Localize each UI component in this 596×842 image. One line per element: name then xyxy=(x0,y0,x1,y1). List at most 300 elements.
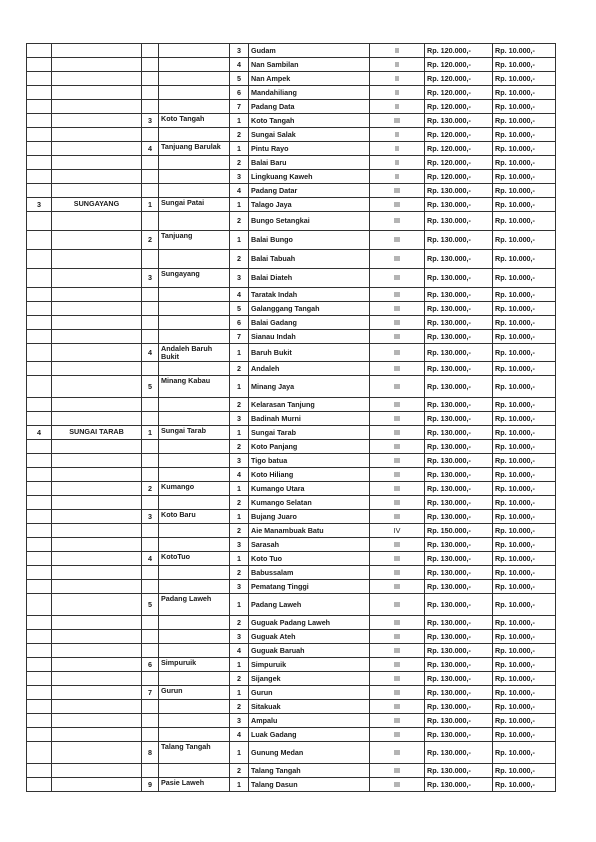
kecamatan-name xyxy=(52,686,142,700)
class-label: III xyxy=(370,114,425,128)
kecamatan-no xyxy=(27,764,52,778)
table-row xyxy=(27,156,556,170)
fee-cell: Rp. 10.000,- xyxy=(493,742,556,764)
jorong-name: Gunung Medan xyxy=(249,742,370,764)
price-cell: Rp. 130.000,- xyxy=(425,454,493,468)
jorong-name: Pematang Tinggi xyxy=(249,580,370,594)
jorong-no: 2 xyxy=(230,440,249,454)
nagari-name: Sungai Tarab xyxy=(159,426,230,440)
kecamatan-name xyxy=(52,72,142,86)
table-row xyxy=(27,86,556,100)
price-cell: Rp. 130.000,- xyxy=(425,778,493,792)
price-cell: Rp. 130.000,- xyxy=(425,538,493,552)
nagari-no xyxy=(142,580,159,594)
jorong-name: Balai Bungo xyxy=(249,231,370,250)
kecamatan-name xyxy=(52,58,142,72)
nagari-name xyxy=(159,672,230,686)
jorong-no: 2 xyxy=(230,128,249,142)
kecamatan-no xyxy=(27,658,52,672)
class-label: III xyxy=(370,686,425,700)
fee-cell: Rp. 10.000,- xyxy=(493,86,556,100)
jorong-no: 2 xyxy=(230,496,249,510)
table-row xyxy=(27,398,556,412)
jorong-no: 1 xyxy=(230,686,249,700)
nagari-name xyxy=(159,566,230,580)
jorong-no: 1 xyxy=(230,198,249,212)
jorong-no: 3 xyxy=(230,412,249,426)
jorong-no: 2 xyxy=(230,764,249,778)
jorong-name: Koto Hiliang xyxy=(249,468,370,482)
table-row xyxy=(27,100,556,114)
price-cell: Rp. 130.000,- xyxy=(425,426,493,440)
fee-cell: Rp. 10.000,- xyxy=(493,344,556,362)
kecamatan-no xyxy=(27,440,52,454)
fee-cell: Rp. 10.000,- xyxy=(493,316,556,330)
kecamatan-no xyxy=(27,330,52,344)
price-cell: Rp. 130.000,- xyxy=(425,482,493,496)
table-row xyxy=(27,44,556,58)
kecamatan-name xyxy=(52,362,142,376)
kecamatan-no xyxy=(27,510,52,524)
nagari-name: Minang Kabau xyxy=(159,376,230,398)
table-row xyxy=(27,644,556,658)
fee-cell: Rp. 10.000,- xyxy=(493,114,556,128)
class-label: IV xyxy=(370,524,425,538)
jorong-no: 2 xyxy=(230,398,249,412)
class-label: II xyxy=(370,100,425,114)
class-label: III xyxy=(370,269,425,288)
price-cell: Rp. 130.000,- xyxy=(425,714,493,728)
nagari-no: 4 xyxy=(142,344,159,362)
nagari-name xyxy=(159,288,230,302)
fee-cell: Rp. 10.000,- xyxy=(493,72,556,86)
kecamatan-no xyxy=(27,468,52,482)
fee-cell: Rp. 10.000,- xyxy=(493,100,556,114)
table-row xyxy=(27,686,556,700)
table-row xyxy=(27,344,556,362)
kecamatan-name xyxy=(52,156,142,170)
table-row xyxy=(27,468,556,482)
kecamatan-no xyxy=(27,742,52,764)
nagari-name xyxy=(159,72,230,86)
jorong-name: Guguak Baruah xyxy=(249,644,370,658)
table-row xyxy=(27,114,556,128)
kecamatan-name xyxy=(52,231,142,250)
jorong-no: 3 xyxy=(230,170,249,184)
nagari-no xyxy=(142,398,159,412)
jorong-name: Minang Jaya xyxy=(249,376,370,398)
price-cell: Rp. 130.000,- xyxy=(425,566,493,580)
table-row xyxy=(27,658,556,672)
kecamatan-no xyxy=(27,156,52,170)
price-cell: Rp. 130.000,- xyxy=(425,288,493,302)
kecamatan-no xyxy=(27,58,52,72)
jorong-no: 3 xyxy=(230,269,249,288)
nagari-no xyxy=(142,184,159,198)
nagari-name xyxy=(159,440,230,454)
fee-cell: Rp. 10.000,- xyxy=(493,454,556,468)
class-label: II xyxy=(370,58,425,72)
kecamatan-no xyxy=(27,524,52,538)
nagari-no xyxy=(142,714,159,728)
jorong-no: 7 xyxy=(230,330,249,344)
kecamatan-no xyxy=(27,686,52,700)
table-row xyxy=(27,580,556,594)
nagari-no xyxy=(142,86,159,100)
table-row xyxy=(27,566,556,580)
jorong-no: 6 xyxy=(230,86,249,100)
price-cell: Rp. 150.000,- xyxy=(425,524,493,538)
nagari-no xyxy=(142,728,159,742)
jorong-name: Sarasah xyxy=(249,538,370,552)
nagari-no xyxy=(142,362,159,376)
price-cell: Rp. 130.000,- xyxy=(425,398,493,412)
nagari-no: 4 xyxy=(142,552,159,566)
price-cell: Rp. 120.000,- xyxy=(425,58,493,72)
jorong-no: 1 xyxy=(230,658,249,672)
kecamatan-no: 4 xyxy=(27,426,52,440)
fee-cell: Rp. 10.000,- xyxy=(493,426,556,440)
fee-cell: Rp. 10.000,- xyxy=(493,580,556,594)
kecamatan-no xyxy=(27,288,52,302)
fee-cell: Rp. 10.000,- xyxy=(493,440,556,454)
kecamatan-name xyxy=(52,778,142,792)
fee-cell: Rp. 10.000,- xyxy=(493,566,556,580)
kecamatan-name xyxy=(52,184,142,198)
jorong-name: Sungai Tarab xyxy=(249,426,370,440)
fee-cell: Rp. 10.000,- xyxy=(493,302,556,316)
kecamatan-no xyxy=(27,454,52,468)
table-row xyxy=(27,170,556,184)
nagari-no xyxy=(142,630,159,644)
kecamatan-no xyxy=(27,142,52,156)
kecamatan-name xyxy=(52,496,142,510)
price-cell: Rp. 120.000,- xyxy=(425,170,493,184)
jorong-no: 5 xyxy=(230,72,249,86)
table-row xyxy=(27,778,556,792)
class-label: III xyxy=(370,764,425,778)
kecamatan-name xyxy=(52,302,142,316)
fee-cell: Rp. 10.000,- xyxy=(493,644,556,658)
jorong-no: 1 xyxy=(230,482,249,496)
class-label: III xyxy=(370,426,425,440)
nagari-name xyxy=(159,398,230,412)
fee-cell: Rp. 10.000,- xyxy=(493,231,556,250)
jorong-name: Balai Baru xyxy=(249,156,370,170)
nagari-no xyxy=(142,170,159,184)
class-label: III xyxy=(370,482,425,496)
nagari-no xyxy=(142,440,159,454)
kecamatan-no xyxy=(27,398,52,412)
nagari-no: 3 xyxy=(142,510,159,524)
class-label: III xyxy=(370,250,425,269)
price-cell: Rp. 120.000,- xyxy=(425,156,493,170)
class-label: III xyxy=(370,288,425,302)
jorong-name: Badinah Murni xyxy=(249,412,370,426)
table-row xyxy=(27,72,556,86)
tariff-table-body xyxy=(27,44,556,792)
price-cell: Rp. 130.000,- xyxy=(425,362,493,376)
price-cell: Rp. 130.000,- xyxy=(425,344,493,362)
kecamatan-name xyxy=(52,170,142,184)
table-row xyxy=(27,198,556,212)
class-label: III xyxy=(370,714,425,728)
class-label: III xyxy=(370,412,425,426)
class-label: III xyxy=(370,580,425,594)
class-label: III xyxy=(370,644,425,658)
kecamatan-name xyxy=(52,412,142,426)
nagari-name xyxy=(159,538,230,552)
nagari-no xyxy=(142,250,159,269)
nagari-name: Sungai Patai xyxy=(159,198,230,212)
table-row xyxy=(27,700,556,714)
fee-cell: Rp. 10.000,- xyxy=(493,658,556,672)
fee-cell: Rp. 10.000,- xyxy=(493,552,556,566)
jorong-name: Aie Manambuak Batu xyxy=(249,524,370,538)
nagari-no xyxy=(142,454,159,468)
nagari-name xyxy=(159,728,230,742)
kecamatan-name xyxy=(52,742,142,764)
kecamatan-name xyxy=(52,86,142,100)
jorong-name: Bungo Setangkai xyxy=(249,212,370,231)
price-cell: Rp. 130.000,- xyxy=(425,184,493,198)
jorong-name: Talang Tangah xyxy=(249,764,370,778)
table-row xyxy=(27,594,556,616)
nagari-no xyxy=(142,302,159,316)
fee-cell: Rp. 10.000,- xyxy=(493,714,556,728)
table-row xyxy=(27,184,556,198)
nagari-no: 4 xyxy=(142,142,159,156)
jorong-name: Kelarasan Tanjung xyxy=(249,398,370,412)
fee-cell: Rp. 10.000,- xyxy=(493,482,556,496)
fee-cell: Rp. 10.000,- xyxy=(493,250,556,269)
price-cell: Rp. 130.000,- xyxy=(425,212,493,231)
class-label: III xyxy=(370,552,425,566)
nagari-no xyxy=(142,672,159,686)
jorong-no: 1 xyxy=(230,594,249,616)
kecamatan-no: 3 xyxy=(27,198,52,212)
class-label: III xyxy=(370,700,425,714)
nagari-no xyxy=(142,128,159,142)
price-cell: Rp. 130.000,- xyxy=(425,330,493,344)
jorong-no: 1 xyxy=(230,114,249,128)
jorong-no: 4 xyxy=(230,468,249,482)
class-label: III xyxy=(370,302,425,316)
kecamatan-name xyxy=(52,700,142,714)
table-row xyxy=(27,288,556,302)
fee-cell: Rp. 10.000,- xyxy=(493,142,556,156)
kecamatan-name xyxy=(52,376,142,398)
class-label: II xyxy=(370,142,425,156)
nagari-no xyxy=(142,700,159,714)
table-row xyxy=(27,128,556,142)
fee-cell: Rp. 10.000,- xyxy=(493,376,556,398)
kecamatan-name xyxy=(52,269,142,288)
price-cell: Rp. 130.000,- xyxy=(425,728,493,742)
jorong-name: Luak Gadang xyxy=(249,728,370,742)
class-label: III xyxy=(370,468,425,482)
fee-cell: Rp. 10.000,- xyxy=(493,630,556,644)
price-cell: Rp. 130.000,- xyxy=(425,594,493,616)
kecamatan-name xyxy=(52,482,142,496)
table-row xyxy=(27,742,556,764)
class-label: II xyxy=(370,72,425,86)
jorong-name: Koto Panjang xyxy=(249,440,370,454)
jorong-name: Bujang Juaro xyxy=(249,510,370,524)
kecamatan-name: SUNGAI TARAB xyxy=(52,426,142,440)
kecamatan-name xyxy=(52,288,142,302)
table-row xyxy=(27,376,556,398)
fee-cell: Rp. 10.000,- xyxy=(493,156,556,170)
nagari-no: 3 xyxy=(142,114,159,128)
jorong-name: Pintu Rayo xyxy=(249,142,370,156)
fee-cell: Rp. 10.000,- xyxy=(493,616,556,630)
jorong-no: 2 xyxy=(230,212,249,231)
jorong-no: 4 xyxy=(230,644,249,658)
kecamatan-name: SUNGAYANG xyxy=(52,198,142,212)
jorong-name: Sitakuak xyxy=(249,700,370,714)
class-label: II xyxy=(370,44,425,58)
jorong-name: Koto Tuo xyxy=(249,552,370,566)
price-cell: Rp. 130.000,- xyxy=(425,269,493,288)
price-cell: Rp. 130.000,- xyxy=(425,686,493,700)
price-cell: Rp. 130.000,- xyxy=(425,580,493,594)
class-label: III xyxy=(370,510,425,524)
table-row xyxy=(27,482,556,496)
kecamatan-no xyxy=(27,114,52,128)
fee-cell: Rp. 10.000,- xyxy=(493,269,556,288)
table-row xyxy=(27,616,556,630)
jorong-no: 3 xyxy=(230,454,249,468)
jorong-no: 5 xyxy=(230,302,249,316)
kecamatan-no xyxy=(27,552,52,566)
fee-cell: Rp. 10.000,- xyxy=(493,524,556,538)
fee-cell: Rp. 10.000,- xyxy=(493,686,556,700)
nagari-no xyxy=(142,212,159,231)
class-label: III xyxy=(370,594,425,616)
kecamatan-name xyxy=(52,594,142,616)
table-row xyxy=(27,538,556,552)
kecamatan-no xyxy=(27,566,52,580)
nagari-no xyxy=(142,764,159,778)
jorong-no: 2 xyxy=(230,616,249,630)
jorong-no: 1 xyxy=(230,231,249,250)
class-label: II xyxy=(370,170,425,184)
jorong-no: 1 xyxy=(230,344,249,362)
jorong-name: Nan Sambilan xyxy=(249,58,370,72)
kecamatan-no xyxy=(27,212,52,231)
kecamatan-name xyxy=(52,440,142,454)
jorong-no: 1 xyxy=(230,376,249,398)
jorong-name: Talang Dasun xyxy=(249,778,370,792)
jorong-name: Sungai Salak xyxy=(249,128,370,142)
jorong-name: Ampalu xyxy=(249,714,370,728)
kecamatan-no xyxy=(27,580,52,594)
nagari-no xyxy=(142,468,159,482)
fee-cell: Rp. 10.000,- xyxy=(493,496,556,510)
price-cell: Rp. 130.000,- xyxy=(425,672,493,686)
class-label: III xyxy=(370,454,425,468)
nagari-name xyxy=(159,128,230,142)
nagari-name: Gurun xyxy=(159,686,230,700)
nagari-name: Tanjuang Barulak xyxy=(159,142,230,156)
nagari-no: 5 xyxy=(142,594,159,616)
nagari-name: Sungayang xyxy=(159,269,230,288)
nagari-name: Koto Baru xyxy=(159,510,230,524)
nagari-name: Padang Laweh xyxy=(159,594,230,616)
price-cell: Rp. 130.000,- xyxy=(425,616,493,630)
nagari-no: 1 xyxy=(142,198,159,212)
nagari-no: 2 xyxy=(142,231,159,250)
price-cell: Rp. 130.000,- xyxy=(425,700,493,714)
jorong-name: Gurun xyxy=(249,686,370,700)
price-cell: Rp. 130.000,- xyxy=(425,412,493,426)
table-row xyxy=(27,524,556,538)
class-label: III xyxy=(370,316,425,330)
nagari-no xyxy=(142,156,159,170)
class-label: III xyxy=(370,198,425,212)
nagari-name: Andaleh Baruh Bukit xyxy=(159,344,230,362)
price-cell: Rp. 130.000,- xyxy=(425,496,493,510)
fee-cell: Rp. 10.000,- xyxy=(493,44,556,58)
kecamatan-name xyxy=(52,714,142,728)
kecamatan-no xyxy=(27,250,52,269)
table-row xyxy=(27,454,556,468)
nagari-no xyxy=(142,100,159,114)
jorong-name: Balai Diateh xyxy=(249,269,370,288)
class-label: III xyxy=(370,362,425,376)
kecamatan-no xyxy=(27,302,52,316)
jorong-name: Guguak Ateh xyxy=(249,630,370,644)
class-label: III xyxy=(370,231,425,250)
nagari-name xyxy=(159,616,230,630)
jorong-name: Balai Tabuah xyxy=(249,250,370,269)
table-row xyxy=(27,728,556,742)
nagari-no: 2 xyxy=(142,482,159,496)
kecamatan-name xyxy=(52,142,142,156)
jorong-name: Mandahiliang xyxy=(249,86,370,100)
nagari-no xyxy=(142,288,159,302)
nagari-name xyxy=(159,86,230,100)
nagari-no xyxy=(142,524,159,538)
fee-cell: Rp. 10.000,- xyxy=(493,128,556,142)
kecamatan-no xyxy=(27,616,52,630)
jorong-no: 1 xyxy=(230,778,249,792)
nagari-name: Talang Tangah xyxy=(159,742,230,764)
nagari-no xyxy=(142,330,159,344)
kecamatan-no xyxy=(27,269,52,288)
nagari-name xyxy=(159,250,230,269)
table-row xyxy=(27,714,556,728)
class-label: III xyxy=(370,630,425,644)
nagari-name xyxy=(159,212,230,231)
jorong-name: Kumango Selatan xyxy=(249,496,370,510)
nagari-name xyxy=(159,184,230,198)
jorong-no: 1 xyxy=(230,142,249,156)
nagari-name xyxy=(159,412,230,426)
table-row xyxy=(27,302,556,316)
kecamatan-no xyxy=(27,128,52,142)
price-cell: Rp. 130.000,- xyxy=(425,468,493,482)
jorong-no: 6 xyxy=(230,316,249,330)
price-cell: Rp. 130.000,- xyxy=(425,231,493,250)
kecamatan-no xyxy=(27,594,52,616)
nagari-name xyxy=(159,700,230,714)
kecamatan-no xyxy=(27,644,52,658)
kecamatan-name xyxy=(52,330,142,344)
kecamatan-no xyxy=(27,72,52,86)
price-cell: Rp. 130.000,- xyxy=(425,440,493,454)
